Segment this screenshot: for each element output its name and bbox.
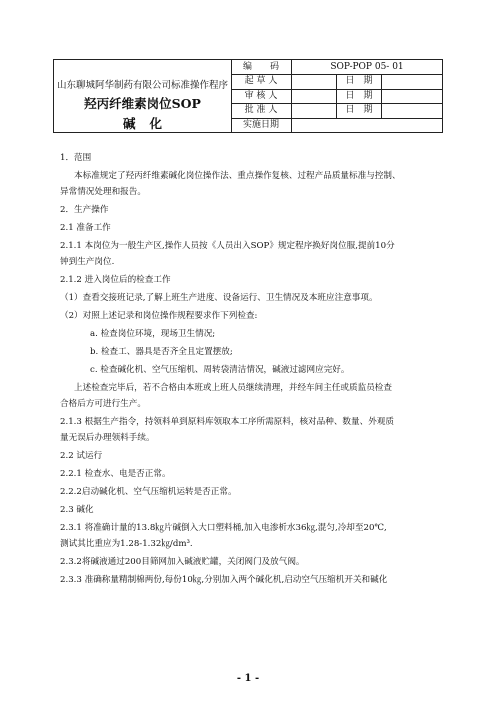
paragraph-line: 量无误后办理领料手续。 xyxy=(60,433,155,443)
reviewer-date-label: 日 期 xyxy=(337,89,382,103)
approver-value xyxy=(292,103,337,117)
section-heading: 2．生产操作 xyxy=(60,205,109,215)
checklist-item: c. 检查碱化机、空气压缩机、周转袋清洁情况，碱液过滤网应完好。 xyxy=(90,365,350,375)
paragraph-line: 2.1.3 根据生产指令，持领料单到原料库领取本工序所需原料，核对品种、数量、外观质 xyxy=(60,417,394,427)
document-subtitle: 碱化 xyxy=(122,116,176,131)
page-number: - 1 - xyxy=(236,673,260,684)
paragraph-line: 钟到生产岗位. xyxy=(60,257,115,267)
code-label: 编 码 xyxy=(231,60,292,74)
code-row xyxy=(231,60,442,75)
reviewer-date-value xyxy=(382,89,442,103)
approver-row xyxy=(231,103,442,118)
drafter-date-label: 日 期 xyxy=(337,74,382,88)
reviewer-row xyxy=(231,89,442,104)
subsection-heading: 2.1.2 进入岗位后的检查工作 xyxy=(60,275,171,285)
list-item: （1）查看交接班记录,了解上班生产进度、设备运行、卫生情况及本班应注意事项。 xyxy=(60,293,378,303)
effective-date-label: 实施日期 xyxy=(231,118,292,132)
paragraph-line: 本标准规定了羟丙纤维素碱化岗位操作法、重点操作复核、过程产品质量标准与控制、 xyxy=(74,171,401,181)
list-item: （2）对照上述记录和岗位操作规程要求作下列检查: xyxy=(60,311,258,321)
paragraph-line: 2.2.2启动碱化机、空气压缩机运转是否正常。 xyxy=(60,487,237,497)
document-title: 羟丙纤维素岗位SOP xyxy=(84,96,201,111)
drafter-date-value xyxy=(382,74,442,88)
subsection-heading: 2.3 碱化 xyxy=(60,505,94,515)
paragraph-line: 测试其比重应为1.28-1.32㎏/dm³. xyxy=(60,539,193,549)
effective-date-row xyxy=(231,118,442,132)
code-value: SOP-POP 05- 01 xyxy=(330,62,404,72)
reviewer-value xyxy=(292,89,337,103)
drafter-label: 起 草 人 xyxy=(231,74,292,88)
checklist-item: b. 检查工、器具是否齐全且定置摆放; xyxy=(90,347,233,357)
drafter-row xyxy=(231,74,442,89)
paragraph-line: 异常情况处理和报告。 xyxy=(60,187,146,197)
paragraph-line: 上述检查完毕后，若不合格由本班或上班人员继续清理，并经车间主任或质监员检查 xyxy=(74,383,392,393)
drafter-value xyxy=(292,74,337,88)
approver-date-value xyxy=(382,103,442,117)
effective-date-value xyxy=(292,118,442,132)
company-name: 山东聊城阿华制药有限公司标准操作程序 xyxy=(56,80,228,91)
document-header-table xyxy=(53,59,443,133)
paragraph-line: 合格后方可进行生产。 xyxy=(60,399,146,409)
section-heading: 1．范围 xyxy=(60,153,92,163)
subsection-heading: 2.2 试运行 xyxy=(60,451,103,461)
paragraph-line: 2.3.1 将准确计量的13.8㎏片碱倒入大口塑料桶,加入电渗析水36㎏,混匀,冷却至20℃, xyxy=(60,523,387,533)
approver-date-label: 日 期 xyxy=(337,103,382,117)
header-title-block xyxy=(54,60,232,132)
paragraph-line: 2.2.1 检查水、电是否正常。 xyxy=(60,469,171,479)
paragraph-line: 2.3.2将碱液通过200目筛网加入碱液贮罐，关闭阀门及放气阀。 xyxy=(60,557,305,567)
paragraph-line: 2.1.1 本岗位为一般生产区,操作人员按《人员出入SOP》规定程序换好岗位服,提前10分 xyxy=(60,241,395,251)
paragraph-line: 2.3.3 准确称量精制棉两份,每份10㎏,分别加入两个碱化机,启动空气压缩机开关和碱化 xyxy=(60,575,388,585)
reviewer-label: 审 核 人 xyxy=(231,89,292,103)
subsection-heading: 2.1 准备工作 xyxy=(60,223,111,233)
approver-label: 批 准 人 xyxy=(231,103,292,117)
checklist-item: a. 检查岗位环境，现场卫生情况; xyxy=(90,329,216,339)
